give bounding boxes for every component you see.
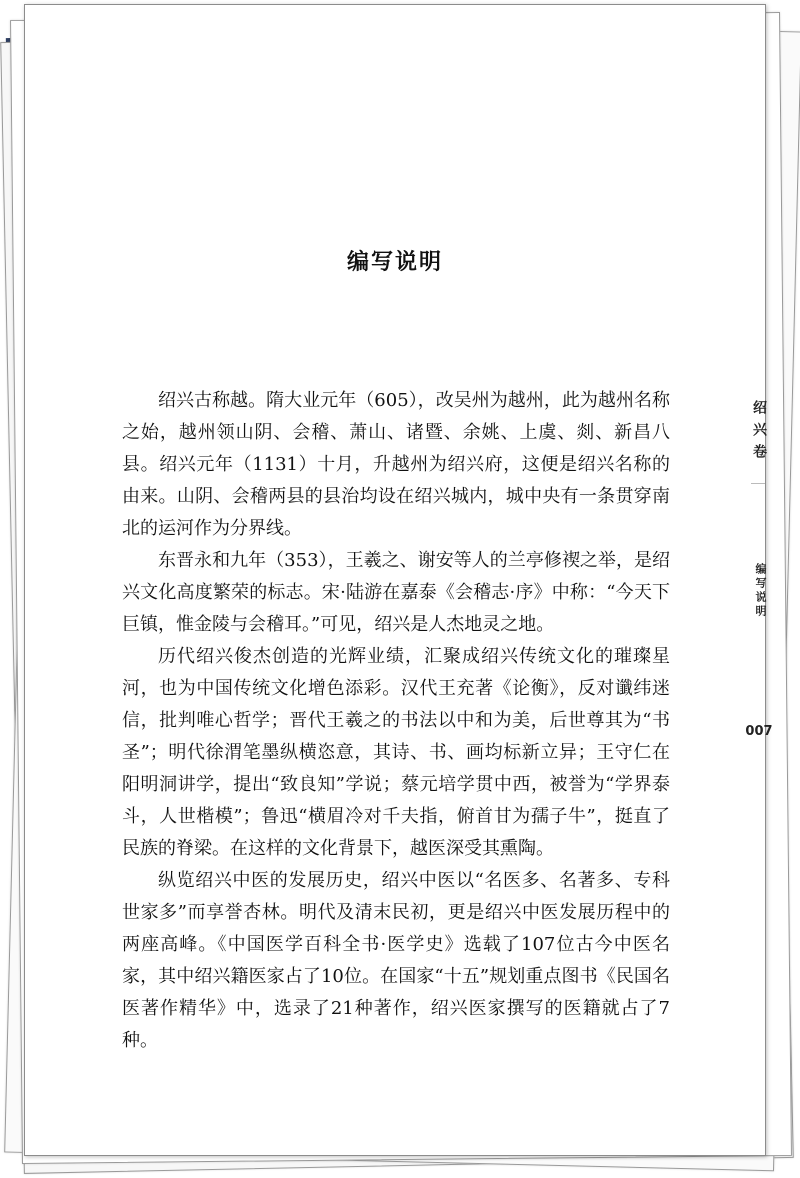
page-title: 编写说明 [346,250,443,275]
paragraph: 纵览绍兴中医的发展历史，绍兴中医以“名医多、名著多、专科世家多”而享誉杏林。明代及清末民初，更是绍兴中医发展历程中的两座高峰。《中国医学百科全书·医学史》选载了107位古今中医名家，其中绍兴籍医家占了10位。在国家“十五”规划重点图书《民国名医著作精华》中，选录了21种著作，绍兴医家撰写的医籍就占了7种。 [122,870,670,1051]
paragraph: 绍兴古称越。隋大业元年（605），改吴州为越州，此为越州名称之始，越州领山阴、会稽、萧山、诸暨、余姚、上虞、剡、新昌八县。绍兴元年（1131）十月，升越州为绍兴府，这便是绍兴名称的由来。山阴、会稽两县的县治均设在绍兴城内，城中央有一条贯穿南北的运河作为分界线。 [122,390,670,539]
running-head-book-title: 绍兴卷 [751,400,767,466]
paragraph: 历代绍兴俊杰创造的光辉业绩，汇聚成绍兴传统文化的璀璨星河，也为中国传统文化增色添彩。汉代王充著《论衡》，反对谶纬迷信，批判唯心哲学；晋代王羲之的书法以中和为美，后世尊其为“书圣”；明代徐渭笔墨纵横恣意，其诗、书、画均标新立异；王守仁在阳明洞讲学，提出“致良知”学说；蔡元培学贯中西，被誉为“学界泰斗，人世楷模”；鲁迅“横眉冷对千夫指，俯首甘为孺子牛”，挺直了民族的脊梁。在这样的文化背景下，越医深受其熏陶。 [122,646,670,859]
page-number: 007 [745,724,773,739]
running-head-chapter: 编写说明 [754,563,767,619]
body-text [122,385,670,1057]
document-page [24,4,773,1156]
running-head-divider [751,483,765,484]
paragraph: 东晋永和九年（353），王羲之、谢安等人的兰亭修禊之举，是绍兴文化高度繁荣的标志。宋·陆游在嘉泰《会稽志·序》中称：“今天下巨镇，惟金陵与会稽耳。”可见，绍兴是人杰地灵之地。 [122,550,670,635]
